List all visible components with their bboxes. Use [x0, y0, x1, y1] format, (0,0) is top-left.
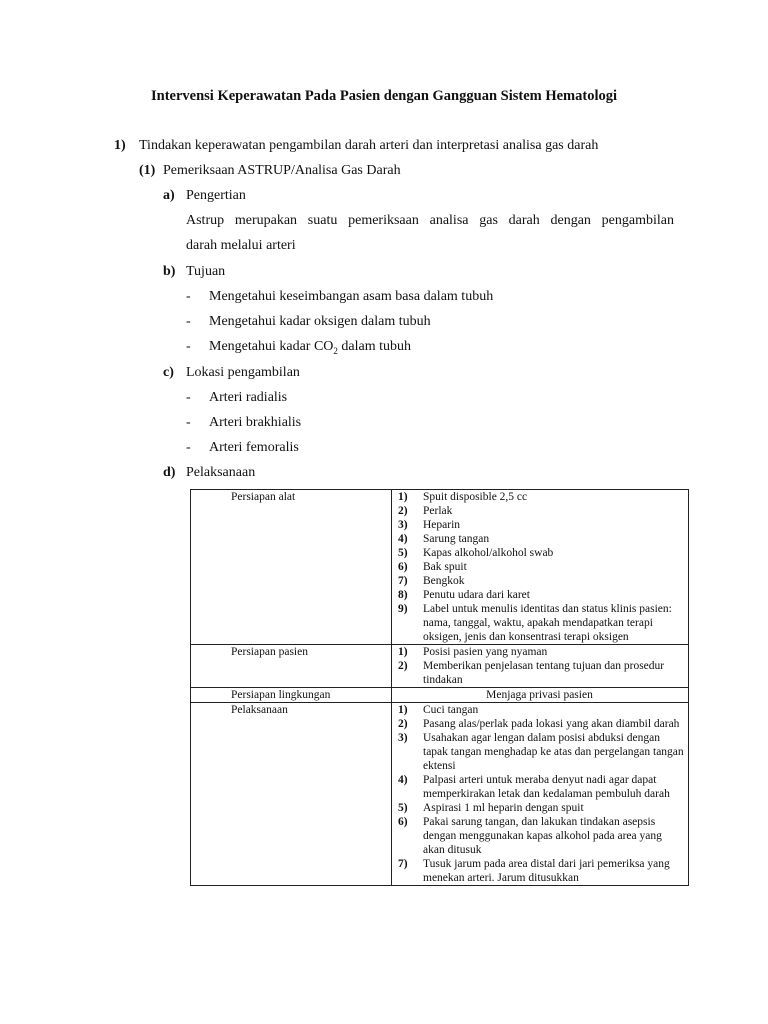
- list-item: 8) Penutu udara dari karet: [398, 589, 530, 601]
- list-item: 3) Usahakan agar lengan dalam posisi abduksi dengan tapak tangan menghadap ke atas dan pergelangan tangan ektensi: [398, 732, 684, 772]
- bullet: -: [186, 289, 191, 304]
- purpose-item: Mengetahui kadar oksigen dalam tubuh: [209, 314, 431, 329]
- row-content: [392, 703, 689, 886]
- document-title: Intervensi Keperawatan Pada Pasien dengan Gangguan Sistem Hematologi: [150, 88, 618, 104]
- location-item: Arteri brakhialis: [209, 415, 302, 430]
- list-item: 7) Bengkok: [398, 575, 465, 587]
- item-c-heading: Lokasi pengambilan: [186, 365, 300, 380]
- location-item: Arteri radialis: [209, 390, 288, 405]
- definition-line: Astrup merupakan suatu pemeriksaan analisa gas darah dengan pengambilan: [186, 213, 674, 228]
- bullet: -: [186, 314, 191, 329]
- row-content: Menjaga privasi pasien: [392, 688, 689, 703]
- item-b-number: b): [163, 264, 176, 279]
- section-heading: Tindakan keperawatan pengambilan darah arteri dan interpretasi analisa gas darah: [139, 138, 599, 153]
- row-label: Persiapan alat: [191, 490, 392, 645]
- table-row: [191, 490, 689, 645]
- row-label: Pelaksanaan: [191, 703, 392, 886]
- bullet: -: [186, 440, 191, 455]
- list-item: 4) Palpasi arteri untuk meraba denyut nadi agar dapat memperkirakan letak dan kedalaman pembuluh darah: [398, 774, 670, 800]
- list-item: 6) Bak spuit: [398, 561, 467, 573]
- table-row: [191, 645, 689, 688]
- subsection-heading: Pemeriksaan ASTRUP/Analisa Gas Darah: [163, 163, 401, 178]
- section-number: 1): [114, 138, 126, 153]
- item-c-number: c): [163, 365, 174, 380]
- bullet: -: [186, 415, 191, 430]
- row-label: Persiapan lingkungan: [191, 688, 392, 703]
- item-a-heading: Pengertian: [186, 188, 246, 203]
- bullet: -: [186, 390, 191, 405]
- procedure-table: [190, 489, 689, 886]
- list-item: 5) Kapas alkohol/alkohol swab: [398, 547, 554, 559]
- table-row: [191, 688, 689, 703]
- list-item: 2) Pasang alas/perlak pada lokasi yang akan diambil darah: [398, 718, 680, 730]
- purpose-item: Mengetahui keseimbangan asam basa dalam tubuh: [209, 289, 494, 304]
- list-item: 2) Memberikan penjelasan tentang tujuan dan prosedur tindakan: [398, 660, 665, 686]
- list-item: 7) Tusuk jarum pada area distal dari jari pemeriksa yang menekan arteri. Jarum ditusukkan: [398, 858, 670, 884]
- list-item: 6) Pakai sarung tangan, dan lakukan tindakan asepsis dengan menggunakan kapas alkohol pada area yang akan ditusuk: [398, 816, 662, 856]
- table-row: [191, 703, 689, 886]
- list-item: 1) Spuit disposible 2,5 cc: [398, 491, 528, 503]
- list-item: 1) Cuci tangan: [398, 704, 479, 716]
- list-item: 4) Sarung tangan: [398, 533, 490, 545]
- definition-line: darah melalui arteri: [186, 238, 296, 253]
- row-content: [392, 490, 689, 645]
- item-b-heading: Tujuan: [186, 264, 226, 279]
- purpose-item: Mengetahui kadar $CO_2$ dalam tubuh: [209, 339, 412, 356]
- subsection-number: (1): [139, 163, 156, 178]
- list-item: 9) Label untuk menulis identitas dan status klinis pasien: nama, tanggal, waktu, apakah mendapatkan terapi oksigen, jenis dan konsentrasi terapi oksigen: [398, 603, 672, 643]
- location-item: Arteri femoralis: [209, 440, 299, 455]
- list-item: 1) Posisi pasien yang nyaman: [398, 646, 548, 658]
- list-item: 2) Perlak: [398, 505, 453, 517]
- bullet: -: [186, 339, 191, 354]
- item-d-heading: Pelaksanaan: [186, 465, 256, 480]
- list-item: 3) Heparin: [398, 519, 461, 531]
- row-content: [392, 645, 689, 688]
- item-a-number: a): [163, 188, 175, 203]
- row-label: Persiapan pasien: [191, 645, 392, 688]
- item-d-number: d): [163, 465, 176, 480]
- list-item: 5) Aspirasi 1 ml heparin dengan spuit: [398, 802, 584, 814]
